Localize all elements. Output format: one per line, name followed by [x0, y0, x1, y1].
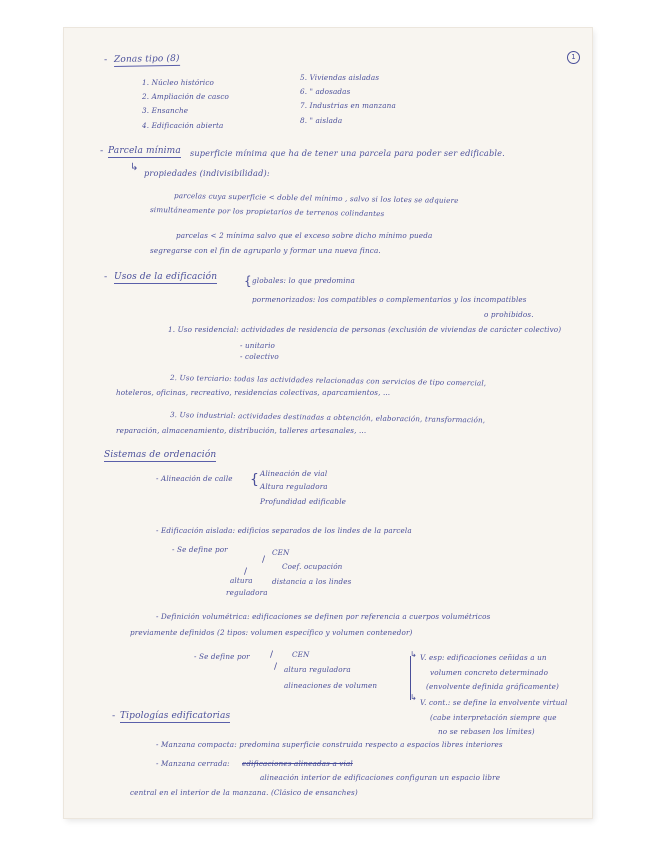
se-define-label: - Se define por: [172, 545, 228, 554]
aislada-label: - Edificación aislada: edificios separados de los lindes de la parcela: [156, 526, 412, 535]
usos-title: Usos de la edificación: [114, 272, 218, 282]
volumetrica-label: - Definición volumétrica: edificaciones se definen por referencia a cuerpos volumétricos: [156, 612, 491, 621]
zonas-title: Zonas tipo (8): [113, 53, 180, 65]
vol-item: CEN: [292, 650, 310, 659]
sistemas-title: Sistemas de ordenación: [104, 450, 217, 460]
aislada-item: Coef. ocupación: [282, 562, 343, 571]
altura-label-cont: reguladora: [226, 588, 268, 597]
manzana-cerrada-struck: edificaciones alineadas a vial: [242, 759, 353, 768]
uso-colectivo: - colectivo: [240, 352, 279, 361]
dash-mark: -: [104, 55, 108, 65]
vol-item: alineaciones de volumen: [284, 681, 378, 690]
parcela-p2: parcelas < 2 mínima salvo que el exceso sobre dicho mínimo pueda: [176, 231, 433, 240]
branch-mark: /: [262, 555, 266, 565]
parcela-title: Parcela mínima: [108, 146, 181, 156]
alineacion-item: Alineación de vial: [260, 469, 328, 478]
zona-item: 7. Industrias en manzana: [300, 101, 396, 110]
zona-item: 5. Viviendas aisladas: [300, 73, 380, 82]
branch-mark: /: [274, 662, 278, 672]
arrow-icon: ↳: [410, 693, 417, 702]
zona-item: 4. Edificación abierta: [142, 121, 224, 130]
zona-item: 1. Núcleo histórico: [142, 78, 215, 87]
parcela-definition: superficie mínima que ha de tener una parcela para poder ser edificable.: [190, 148, 505, 158]
alineacion-item: Profundidad edificable: [260, 497, 347, 506]
uso-industrial-cont: reparación, almacenamiento, distribución, talleres artesanales, ...: [116, 426, 367, 435]
manzana-compacta: - Manzana compacta: predomina superficie construida respecto a espacios libres interiores: [156, 740, 503, 749]
parcela-p1-cont: simultáneamente por los propietarios de terrenos colindantes: [149, 205, 385, 219]
zona-item: 2. Ampliación de casco: [142, 92, 229, 101]
branch-mark: /: [270, 650, 274, 660]
dash-mark: -: [104, 272, 108, 282]
manzana-cerrada-cont-2: central en el interior de la manzana. (Clásico de ensanches): [130, 788, 358, 797]
notebook-page: [64, 28, 592, 818]
alineacion-label: - Alineación de calle: [156, 474, 233, 483]
vesp-line: V. esp: edificaciones ceñidas a un: [420, 653, 547, 662]
arrow-icon: ↳: [130, 162, 139, 173]
manzana-cerrada-cont: alineación interior de edificaciones configuran un espacio libre: [260, 773, 501, 782]
uso-industrial: 3. Uso industrial: actividades destinadas a obtención, elaboración, transformación,: [169, 410, 486, 425]
vesp-line: (envolvente definida gráficamente): [426, 682, 559, 691]
zona-item: 3. Ensanche: [142, 106, 189, 115]
parcela-propiedades: propiedades (indivisibilidad):: [144, 168, 270, 178]
aislada-item: distancia a los lindes: [272, 577, 352, 586]
usos-globales: globales: lo que predomina: [252, 276, 355, 285]
parcela-p1: parcelas cuya superficie < doble del mínimo , salvo si los lotes se adquiere: [173, 191, 459, 205]
zona-item: 6. " adosadas: [300, 87, 351, 96]
tipologias-title: Tipologías edificatorias: [120, 711, 231, 721]
se-define-label-2: - Se define por: [194, 652, 250, 661]
branch-mark: /: [244, 567, 248, 577]
altura-label: altura: [230, 576, 253, 585]
vcont-line: (cabe interpretación siempre que: [430, 713, 557, 722]
arrow-icon: ↳: [410, 650, 417, 659]
alineacion-item: Altura reguladora: [260, 482, 328, 491]
vesp-line: volumen concreto determinado: [430, 668, 549, 677]
volumetrica-cont: previamente definidos (2 tipos: volumen específico y volumen contenedor): [130, 628, 413, 637]
dash-mark: -: [112, 711, 116, 721]
dash-mark: -: [100, 146, 104, 156]
usos-prohibidos: o prohibidos.: [484, 310, 534, 319]
uso-residencial: 1. Uso residencial: actividades de residencia de personas (exclusión de viviendas de carácter colectivo): [168, 325, 562, 334]
aislada-item: CEN: [272, 548, 290, 557]
uso-terciario-cont: hoteleros, oficinas, recreativo, residencias colectivas, aparcamientos, ...: [116, 388, 391, 397]
brace-mark: {: [250, 472, 259, 488]
brace-mark: {: [244, 274, 252, 288]
uso-unitario: - unitario: [240, 341, 276, 350]
vcont-line: V. cont.: se define la envolvente virtual: [420, 698, 568, 707]
usos-pormenorizados: pormenorizados: los compatibles o complementarios y los incompatibles: [252, 295, 527, 304]
vcont-line: no se rebasen los límites): [438, 727, 535, 736]
manzana-cerrada-label: - Manzana cerrada:: [156, 759, 230, 768]
page-number: 1: [567, 51, 580, 64]
zona-item: 8. " aislada: [300, 116, 343, 125]
parcela-p2-cont: segregarse con el fin de agruparlo y formar una nueva finca.: [150, 246, 381, 255]
uso-terciario: 2. Uso terciario: todas las actividades relacionadas con servicios de tipo comercial,: [169, 373, 487, 388]
vol-item: altura reguladora: [284, 665, 351, 674]
